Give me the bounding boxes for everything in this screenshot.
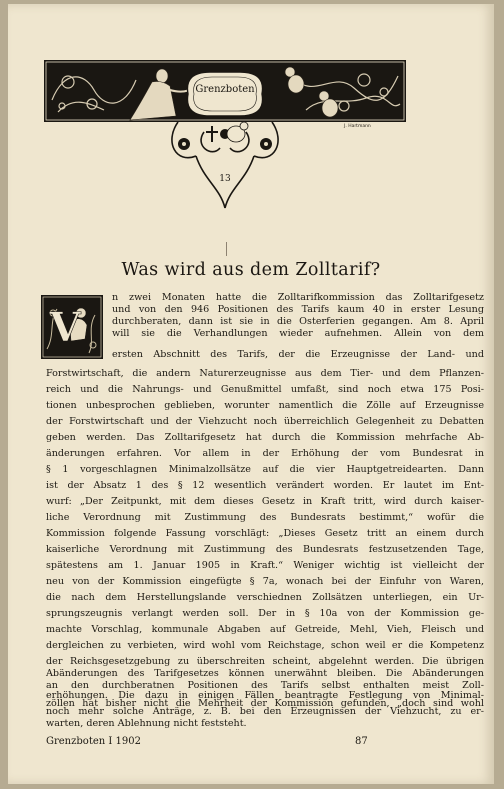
text-line: reich und die Nahrungs- und Genußmittel umfaßt, sind noch etwa 175 Posi-: [46, 384, 484, 395]
text-line: neu von der Kommission eingefügte § 7a, wonach bei der Einfuhr von Waren,: [46, 576, 484, 587]
text-line: geben werden. Das Zolltarifgesetz hat durch die Kommission mehrfache Ab-: [46, 432, 484, 443]
text-line: Abänderungen des Tarifgesetzes können unerwähnt bleiben. Die Abänderungen: [46, 668, 484, 679]
text-line: erhöhungen. Die dazu in einigen Fällen beantragte Festlegung von Minimal-: [46, 690, 484, 701]
text-line: will sie die Verhandlungen wieder aufnehmen. Allein von dem: [112, 328, 484, 339]
text-line: der Forstwirtschaft und der Viehzucht noch überreichlich Gelegenheit zu Debatten: [46, 416, 484, 427]
text-line: und von den 946 Positionen des Tarifs kaum 40 in erster Lesung: [112, 304, 484, 315]
text-line: noch mehr solche Anträge, z. B. bei den Erzeugnissen der Viehzucht, zu er-: [46, 706, 484, 717]
book-page: [8, 4, 494, 784]
text-line: wurf: „Der Zeitpunkt, mit dem dieses Gesetz in Kraft tritt, wird durch kaiser-: [46, 496, 484, 507]
text-line: änderungen erfahren. Vor allem in der Erhöhung der vom Bundesrat in: [46, 448, 484, 459]
text-line: n zwei Monaten hatte die Zolltarifkommission das Zolltarifgesetz: [112, 292, 484, 303]
text-line: Forstwirtschaft, die andern Naturerzeugnisse aus dem Tier- und dem Pflanzen-: [46, 368, 484, 379]
text-line: die nach dem Herstellungslande verschiednen Zollsätzen unterliegen, ein Ur-: [46, 592, 484, 603]
text-line: ist der Absatz 1 des § 12 wesentlich verändert worden. Er lautet im Ent-: [46, 480, 484, 491]
text-line: der Reichsgesetzgebung zu überschreiten scheint, abgelehnt werden. Die übrigen: [46, 656, 484, 667]
footer-journal: Grenzboten I 1902: [46, 736, 141, 747]
masthead-vignette: [44, 60, 406, 212]
text-line: Kommission folgende Fassung vorschlägt: „Dieses Gesetz tritt an einem durch: [46, 528, 484, 539]
text-line: warten, deren Ablehnung nicht feststeht.: [46, 718, 247, 729]
text-line: ersten Abschnitt des Tarifs, der die Erzeugnisse der Land- und: [112, 349, 484, 360]
text-line: tionen unbesprochen geblieben, worunter namentlich die Zölle auf Erzeugnisse: [46, 400, 484, 411]
text-line: zöllen hat bisher nicht die Mehrheit der Kommission gefunden, „doch sind wohl: [46, 698, 484, 709]
text-line: kaiserliche Verordnung mit Zustimmung des Bundesrats festzusetzenden Tage,: [46, 544, 484, 555]
text-line: liche Verordnung mit Zustimmung des Bundesrats bestimmt,“ wofür die: [46, 512, 484, 523]
text-line: machte Vorschlag, kommunale Abgaben auf Getreide, Mehl, Vieh, Fleisch und: [46, 624, 484, 635]
text-line: an den durchberatnen Positionen des Tarifs selbst enthalten meist Zoll-: [46, 680, 484, 691]
text-line: sprungszeugnis verlangt werden soll. Der in § 10a von der Kommission ge-: [46, 608, 484, 619]
decorated-initial: [41, 295, 103, 359]
text-line: § 1 vorgeschlagnen Minimalzollsätze auf die vier Hauptgetreidearten. Dann: [46, 464, 484, 475]
article-title: Was wird aus dem Zolltarif?: [121, 260, 381, 280]
initial-letter: V: [49, 304, 81, 351]
text-line: spätestens am 1. Januar 1905 in Kraft.“ Weniger wichtig ist vielleicht der: [46, 560, 484, 571]
page-number: 87: [355, 736, 368, 747]
masthead-number: 13: [219, 174, 231, 184]
engraver-signature: J. Hartmann: [344, 124, 371, 129]
text-line: dergleichen zu verbieten, wird wohl vom Reichstage, schon weil er die Kompetenz: [46, 640, 484, 651]
text-line: durchberaten, dann ist sie in die Osterferien gegangen. Am 8. April: [112, 316, 484, 327]
ornament-rule: [226, 242, 227, 256]
masthead-label: Grenzboten: [195, 84, 255, 95]
